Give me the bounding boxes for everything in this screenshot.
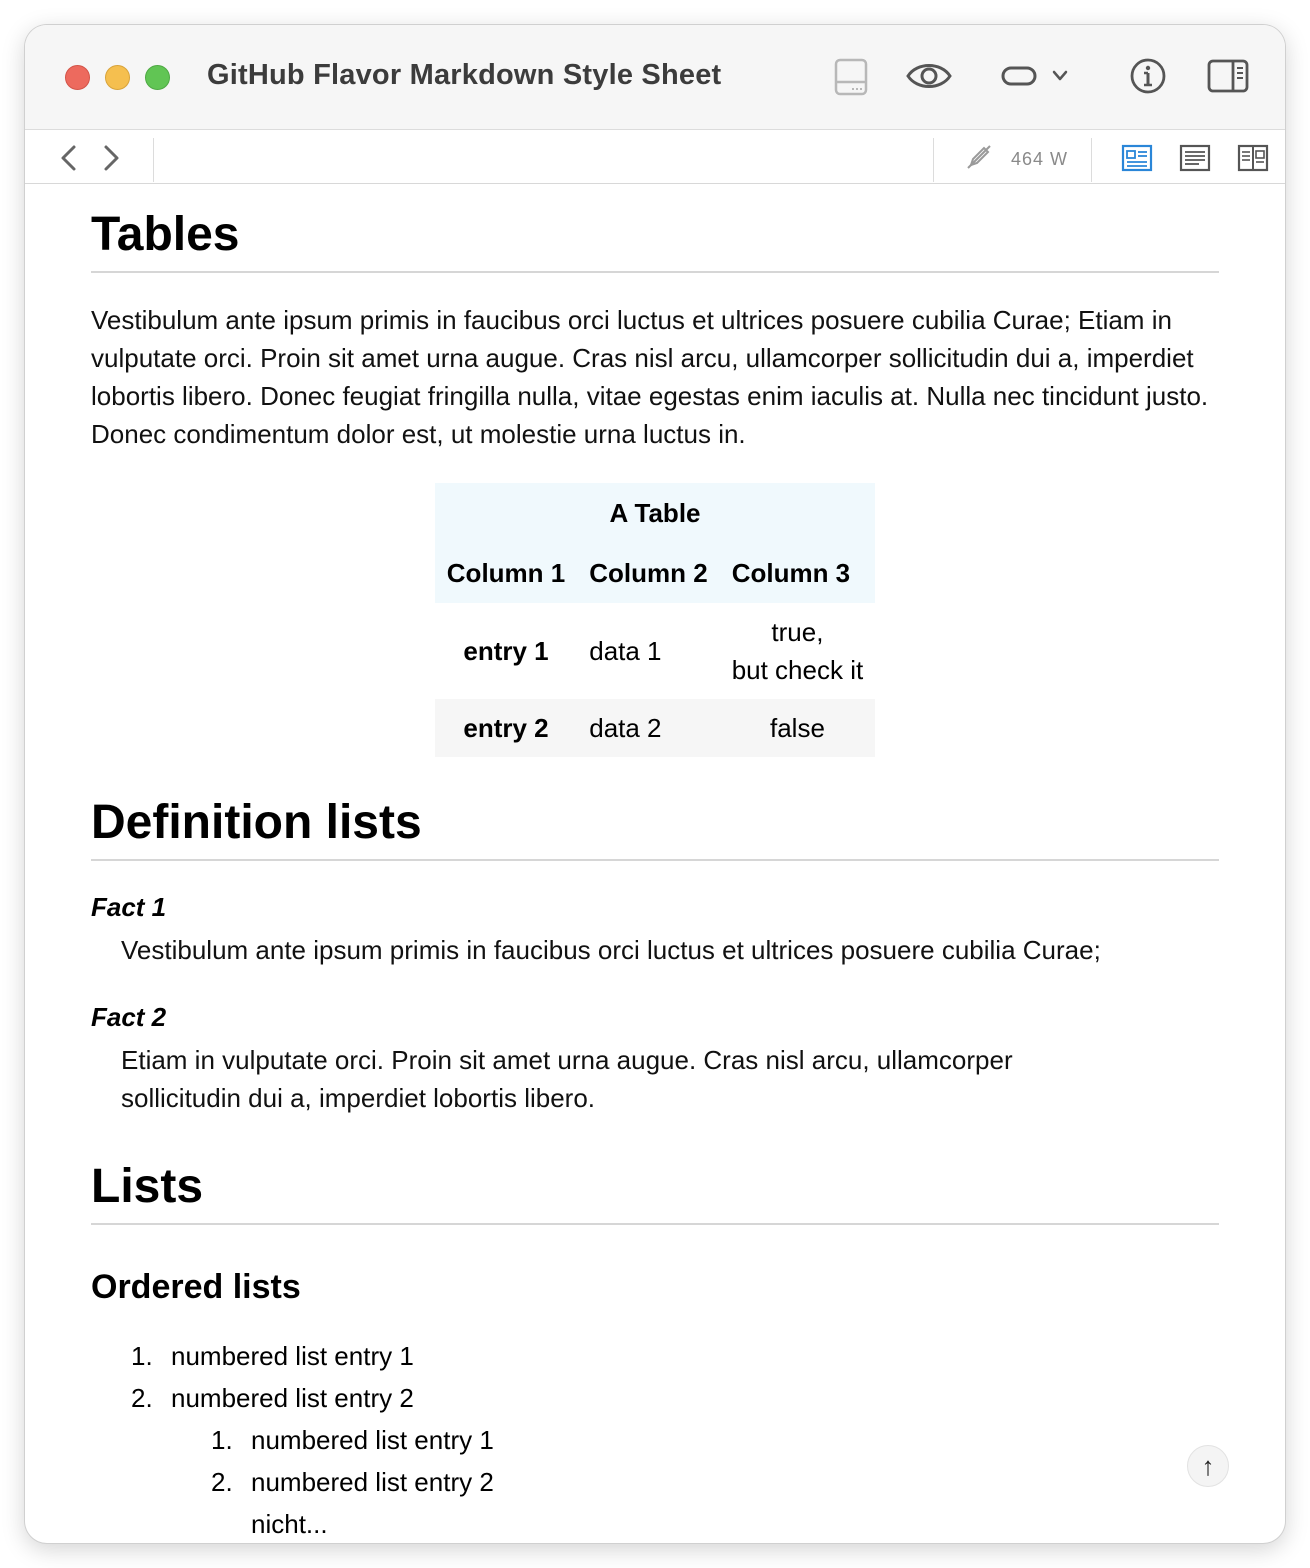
close-window-button[interactable] xyxy=(65,65,90,90)
title-bar xyxy=(25,25,1285,130)
list-item xyxy=(91,1419,1219,1461)
toolbar-divider xyxy=(1091,138,1092,182)
app-window xyxy=(25,25,1285,1543)
layout-text-icon[interactable] xyxy=(1179,144,1211,172)
definition-term: Fact 1 xyxy=(91,892,167,922)
sidebar-toggle-icon[interactable] xyxy=(833,57,869,97)
list-item xyxy=(91,1377,1219,1419)
list-number: 2. xyxy=(211,1467,233,1497)
forward-chevron-icon[interactable] xyxy=(99,144,123,172)
list-number: 1. xyxy=(211,1425,233,1455)
chevron-down-icon[interactable] xyxy=(1051,69,1069,83)
heading-lists: Lists xyxy=(91,1157,1219,1225)
arrow-up-icon: ↑ xyxy=(1201,1451,1215,1481)
list-item xyxy=(91,1503,1219,1543)
zoom-window-button[interactable] xyxy=(145,65,170,90)
list-number: 2. xyxy=(131,1383,153,1413)
heading-definition-lists: Definition lists xyxy=(91,793,1219,861)
definition-term: Fact 2 xyxy=(91,1002,167,1032)
list-text: numbered list entry 1 xyxy=(251,1425,494,1455)
definition-description: Etiam in vulputate orci. Proin sit amet urna augue. Cras nisl arcu, ullamcorper sollicitudin dui a, imperdiet lobortis libero. xyxy=(121,1045,1013,1113)
toolbar-divider xyxy=(933,138,934,182)
tables-paragraph: Vestibulum ante ipsum primis in faucibus orci luctus et ultrices posuere cubilia Curae; Etiam in vulputate orci. Proin sit amet urna augue. Cras nisl arcu, ullamcorper sollicitudin dui a, imperdiet lobortis libero. Donec feugiat fringilla nulla, vitae egestas enim iaculis at. Nulla nec tincidunt justo. Donec condimentum dolor est, ut molestie urna luctus in. xyxy=(91,305,1209,449)
definition-description: Vestibulum ante ipsum primis in faucibus orci luctus et ultrices posuere cubilia Curae; xyxy=(121,935,1101,965)
column-header: Column 2 xyxy=(577,543,719,603)
ordered-list xyxy=(91,1335,1219,1419)
editor-toolbar xyxy=(25,130,1285,184)
word-count: 464 W xyxy=(1011,149,1069,169)
table-row xyxy=(435,603,875,699)
table-row xyxy=(435,699,875,757)
list-text: nicht... xyxy=(251,1509,328,1539)
table-cell: false xyxy=(720,699,876,757)
info-icon[interactable] xyxy=(1129,57,1167,95)
table-cell: data 1 xyxy=(589,635,662,666)
row-header: entry 1 xyxy=(463,635,549,666)
list-text: numbered list entry 1 xyxy=(171,1341,414,1371)
inspector-panel-icon[interactable] xyxy=(1207,59,1249,93)
list-text: numbered list entry 2 xyxy=(171,1383,414,1413)
column-header: Column 1 xyxy=(435,543,577,603)
preview-content xyxy=(91,185,1219,1543)
window-title: GitHub Flavor Markdown Style Sheet xyxy=(207,59,722,91)
list-number: 1. xyxy=(131,1341,153,1371)
list-item xyxy=(91,1461,1219,1503)
back-chevron-icon[interactable] xyxy=(57,144,81,172)
column-header: Column 3 xyxy=(720,543,876,603)
layout-split-icon[interactable] xyxy=(1237,144,1269,172)
nested-ordered-list xyxy=(91,1419,1219,1543)
data-table xyxy=(435,483,875,757)
cell-line: true, xyxy=(771,617,824,647)
scroll-to-top-button[interactable] xyxy=(1187,1445,1229,1487)
minimize-window-button[interactable] xyxy=(105,65,130,90)
heading-ordered-lists: Ordered lists xyxy=(91,1268,301,1306)
edit-disabled-icon[interactable] xyxy=(965,143,993,171)
table-caption: A Table xyxy=(435,483,875,543)
style-pill-icon[interactable] xyxy=(1001,65,1037,87)
row-header: entry 2 xyxy=(435,699,577,757)
table-cell: data 2 xyxy=(577,699,719,757)
heading-tables: Tables xyxy=(91,205,1219,273)
layout-preview-icon[interactable] xyxy=(1121,144,1153,172)
list-text: numbered list entry 2 xyxy=(251,1467,494,1497)
preview-eye-icon[interactable] xyxy=(905,58,953,94)
toolbar-divider xyxy=(153,138,154,182)
cell-line: but check it xyxy=(731,655,864,685)
list-item xyxy=(91,1335,1219,1377)
table-cell xyxy=(720,603,876,699)
